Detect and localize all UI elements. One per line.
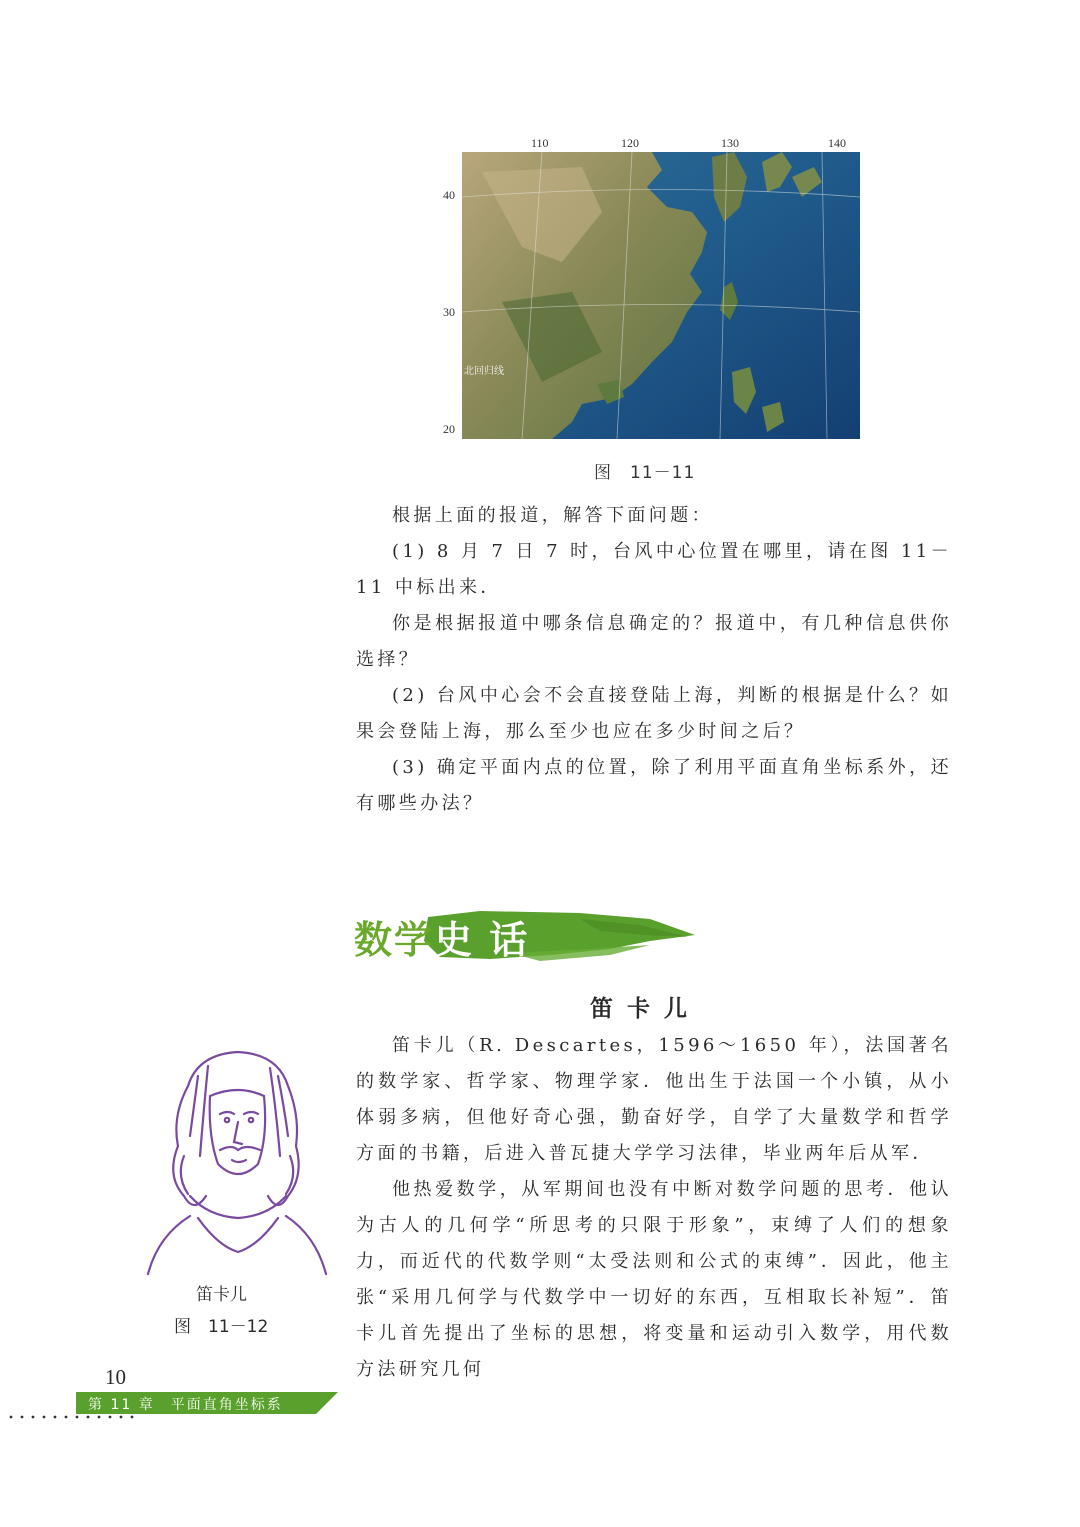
banner-title xyxy=(354,909,529,964)
descartes-portrait-drawing xyxy=(128,1046,328,1276)
longitude-label-110: 110 xyxy=(531,136,549,150)
figure-caption-11-11: 图 11－11 xyxy=(594,463,696,483)
question-1: (1) 8 月 7 日 7 时，台风中心位置在哪里，请在图 11－11 中标出来． xyxy=(356,541,952,598)
chapter-label: 第 11 章 平面直角坐标系 xyxy=(88,1397,283,1413)
math-history-banner xyxy=(350,905,705,965)
portrait-name: 笛卡儿 xyxy=(196,1285,247,1305)
satellite-map xyxy=(462,152,860,439)
section-title: 笛卡儿 xyxy=(590,995,701,1022)
chapter-band xyxy=(76,1392,338,1414)
longitude-label-130: 130 xyxy=(721,136,739,150)
descartes-paragraph-1: 笛卡儿（R. Descartes，1596～1650 年），法国著名的数学家、哲学家、物理学家．他出生于法国一个小镇，从小体弱多病，但他好奇心强，勤奋好学，自学了大量数学和哲学方面的书籍，后进入普瓦捷大学学习法律，毕业两年后从军． xyxy=(356,1035,952,1164)
satellite-map-image xyxy=(462,152,860,439)
page-number: 10 xyxy=(105,1365,126,1389)
banner-title-part3: 话 xyxy=(474,918,530,962)
question-intro: 根据上面的报道，解答下面问题： xyxy=(392,505,713,526)
question-2: (2) 台风中心会不会直接登陆上海，判断的根据是什么？如果会登陆上海，那么至少也应在多少时间之后？ xyxy=(356,685,952,742)
descartes-portrait xyxy=(128,1046,328,1276)
question-1-followup: 你是根据报道中哪条信息确定的？报道中，有几种信息供你选择？ xyxy=(356,613,952,670)
latitude-label-40: 40 xyxy=(443,188,455,202)
descartes-paragraph-2: 他热爱数学，从军期间也没有中断对数学问题的思考．他认为古人的几何学“所思考的只限于形象”，束缚了人们的想象力，而近代的代数学则“太受法则和公式的束缚”．因此，他主张“采用几何学与代数学中一切好的东西，互相取长补短”．笛卡儿首先提出了坐标的思想，将变量和运动引入数学，用代数方法研究几何 xyxy=(356,1179,952,1380)
longitude-label-120: 120 xyxy=(621,136,639,150)
banner-title-part1: 数学 xyxy=(354,918,435,962)
dotted-divider xyxy=(8,1414,138,1420)
longitude-label-140: 140 xyxy=(828,136,846,150)
question-3: (3) 确定平面内点的位置，除了利用平面直角坐标系外，还有哪些办法？ xyxy=(356,757,952,814)
figure-caption-11-12: 图 11－12 xyxy=(174,1317,269,1337)
latitude-label-20: 20 xyxy=(443,422,455,436)
latitude-label-30: 30 xyxy=(443,305,455,319)
tropic-of-cancer-label: 北回归线 xyxy=(464,366,504,377)
banner-title-part2: 史 xyxy=(434,918,475,962)
